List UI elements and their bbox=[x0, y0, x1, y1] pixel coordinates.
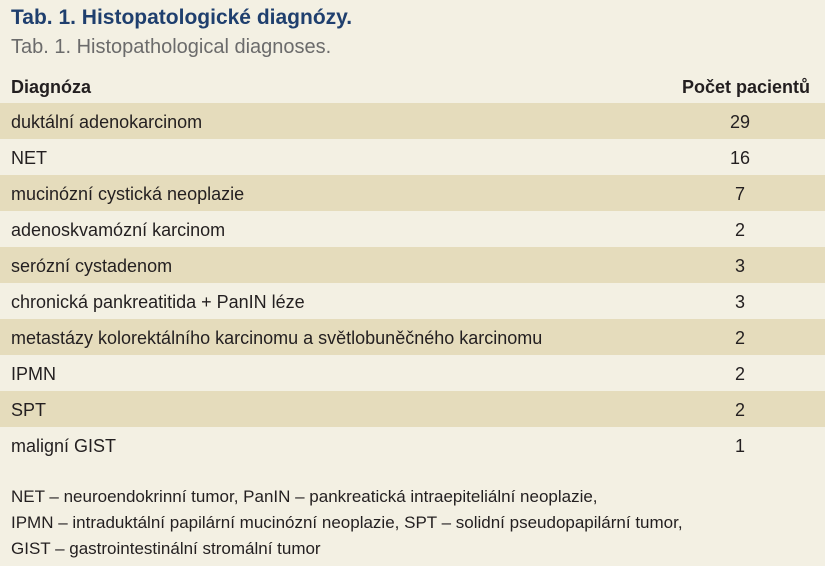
cell-count: 16 bbox=[729, 148, 751, 168]
cell-diagnosis: mucinózní cystická neoplazie bbox=[11, 184, 245, 204]
cell-count: 2 bbox=[734, 400, 745, 420]
cell-count: 1 bbox=[734, 436, 745, 456]
table-row bbox=[0, 211, 825, 247]
cell-diagnosis: NET bbox=[11, 148, 47, 168]
header-diagnosis: Diagnóza bbox=[11, 77, 92, 97]
cell-diagnosis: duktální adenokarcinom bbox=[11, 112, 203, 132]
cell-count: 29 bbox=[729, 112, 751, 132]
table-row bbox=[0, 391, 825, 427]
cell-diagnosis: chronická pankreatitida + PanIN léze bbox=[11, 292, 305, 312]
cell-diagnosis: adenoskvamózní karcinom bbox=[11, 220, 226, 240]
table-header bbox=[0, 70, 825, 102]
table-row bbox=[0, 175, 825, 211]
cell-count: 2 bbox=[734, 328, 745, 348]
cell-diagnosis: serózní cystadenom bbox=[11, 256, 173, 276]
table-row bbox=[0, 283, 825, 319]
cell-count: 2 bbox=[734, 364, 745, 384]
footnote-line: GIST – gastrointestinální stromální tumor bbox=[11, 539, 321, 558]
table-row bbox=[0, 103, 825, 139]
cell-diagnosis: maligní GIST bbox=[11, 436, 117, 456]
header-patient-count: Počet pacientů bbox=[681, 77, 810, 97]
cell-count: 7 bbox=[734, 184, 745, 204]
table-body bbox=[0, 103, 825, 463]
table-row bbox=[0, 427, 825, 463]
cell-diagnosis: metastázy kolorektálního karcinomu a světlobuněčného karcinomu bbox=[11, 328, 543, 348]
cell-count: 3 bbox=[734, 256, 745, 276]
cell-diagnosis: IPMN bbox=[11, 364, 56, 384]
table-row bbox=[0, 139, 825, 175]
footnote-line: IPMN – intraduktální papilární mucinózní neoplazie, SPT – solidní pseudopapilární tumor, bbox=[11, 513, 683, 532]
cell-diagnosis: SPT bbox=[11, 400, 47, 420]
footnote-line: NET – neuroendokrinní tumor, PanIN – pankreatická intraepiteliální neoplazie, bbox=[11, 487, 598, 506]
table-footnote bbox=[11, 484, 821, 562]
table-row bbox=[0, 247, 825, 283]
table-title: Tab. 1. Histopatologické diagnózy. bbox=[11, 6, 353, 29]
cell-count: 2 bbox=[734, 220, 745, 240]
table-subtitle: Tab. 1. Histopathological diagnoses. bbox=[11, 36, 332, 58]
cell-count: 3 bbox=[734, 292, 745, 312]
table-row bbox=[0, 355, 825, 391]
table-row bbox=[0, 319, 825, 355]
